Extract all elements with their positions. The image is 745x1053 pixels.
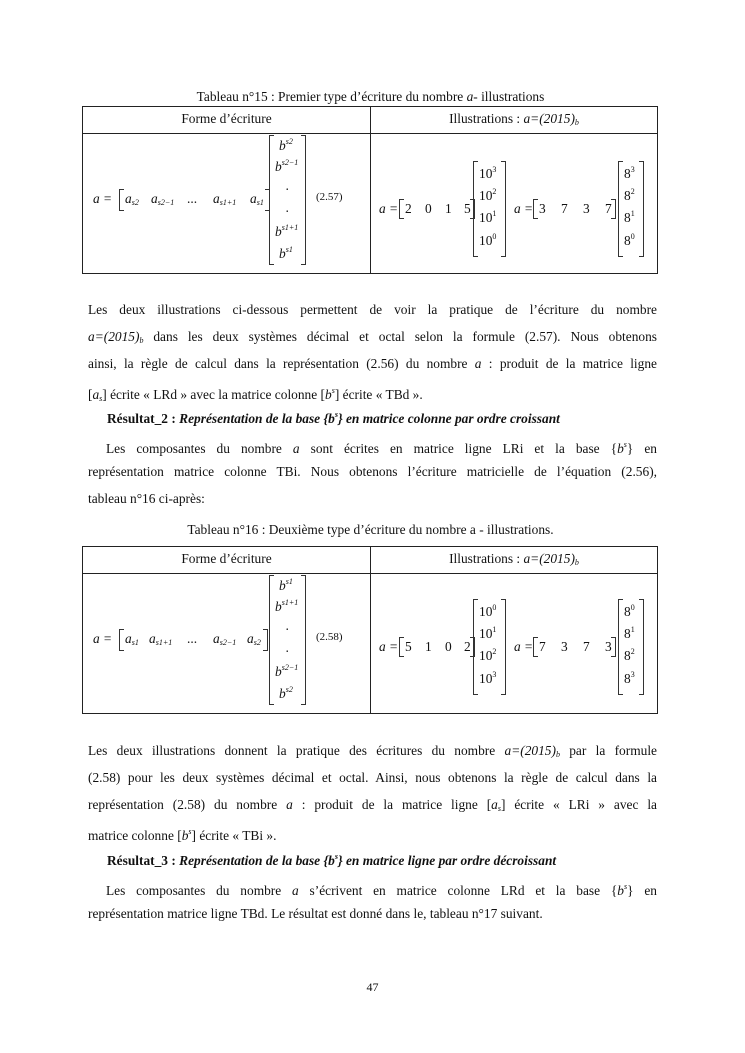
col-dot: ·: [285, 644, 290, 659]
col-entry: $10^1$: [479, 209, 497, 225]
row-digit: 3: [605, 639, 612, 654]
text-line: Les composantes du nombre a sont écrites en matrice ligne LRi et la base $\{b^s\}$ en: [106, 440, 657, 456]
paragraph-2: [88, 431, 657, 512]
col-entry: $b^{s1+1}$: [275, 223, 299, 239]
col-entry: $10^3$: [479, 165, 497, 181]
table15: [82, 106, 658, 274]
heading-label: Résultat_2 :: [107, 411, 180, 426]
col-bracket-right: [301, 575, 306, 705]
col-entry: $b^{s1}$: [279, 245, 293, 261]
col-bracket-right: [501, 161, 506, 257]
text-line: (2.58) pour les deux systèmes décimal et octal. Ainsi, nous obtenons la règle de calcul dans la: [88, 770, 657, 785]
row-digit: 3: [561, 639, 568, 654]
table16-caption: Tableau n°16 : Deuxième type d’écriture du nombre a - illustrations.: [187, 522, 554, 537]
row-entry: $a_{s1+1}$: [213, 191, 237, 207]
text-line: représentation matrice colonne TBi. Nous obtenons l’écriture matricielle de l’équation (2.56),: [88, 464, 657, 479]
equation-label: (2.58): [316, 631, 343, 643]
text-line: matrice colonne $[b^s]$ écrite « TBi ».: [88, 827, 277, 843]
col-bracket-right: [639, 161, 644, 257]
row-digit: 3: [539, 201, 546, 216]
row-entry: $a_{s1}$: [250, 191, 264, 207]
paragraph-4: [88, 873, 657, 927]
row-digit: 0: [425, 201, 432, 216]
a-equals: a =: [379, 639, 399, 654]
row-digit: 2: [464, 639, 471, 654]
col-entry: $8^1$: [624, 209, 635, 225]
table16: [82, 546, 658, 714]
row-bracket-right: [611, 637, 616, 657]
caption-var: a: [466, 89, 474, 104]
text-line: $[a_s]$ écrite « LRd » avec la matrice colonne $[b^s]$ écrite « TBd ».: [88, 386, 423, 403]
text-line: $a=(2015)_b$ dans les deux systèmes décimal et octal selon la formule (2.57). Nous obtenons: [88, 329, 657, 345]
col-bracket-left: [473, 161, 478, 257]
row-entry: $a_{s2-1}$: [151, 191, 175, 207]
row-entry: $a_{s2}$: [125, 191, 139, 207]
col-entry: $10^2$: [479, 647, 497, 663]
col-bracket-left: [269, 575, 274, 705]
col-entry: $b^{s2}$: [279, 685, 293, 701]
table15-caption: [82, 89, 659, 105]
a-equals: a =: [514, 201, 534, 216]
col-entry: $b^{s2}$: [279, 137, 293, 153]
row-digit: 3: [583, 201, 590, 216]
row-ellipsis: ...: [187, 631, 198, 646]
row-bracket-left: [399, 199, 404, 219]
heading-title: Représentation de la base {b: [179, 853, 335, 868]
col-entry: $8^1$: [624, 625, 635, 641]
col-entry: $b^{s2-1}$: [275, 158, 299, 174]
col-entry: $8^0$: [624, 603, 635, 619]
col-dot: ·: [285, 622, 290, 637]
row-bracket-left: [119, 189, 124, 211]
row-digit: 5: [405, 639, 412, 654]
row-entry: $a_{s2-1}$: [213, 631, 237, 647]
result2-heading: Résultat_2 : Représentation de la base $\{b^s\}$ en matrice colonne par ordre croissant: [107, 410, 560, 426]
col-bracket-right: [501, 599, 506, 695]
row-digit: 7: [539, 639, 546, 654]
col-bracket-left: [269, 135, 274, 265]
col-entry: $b^{s1+1}$: [275, 598, 299, 614]
a-equals: a =: [93, 631, 113, 646]
col-entry: $8^0$: [624, 232, 635, 248]
page-number: 47: [366, 980, 379, 994]
row-digit: 7: [605, 201, 612, 216]
row-digit: 7: [583, 639, 590, 654]
heading-title: Représentation de la base {b: [179, 411, 335, 426]
row-digit: 2: [405, 201, 412, 216]
col-dot: ·: [285, 204, 290, 219]
row-ellipsis: ...: [187, 191, 198, 206]
paragraph-3: [88, 737, 657, 845]
header-illustrations: [371, 111, 657, 127]
text-line: Les deux illustrations ci-dessous permettent de voir la pratique de l’écriture du nombre: [88, 302, 657, 317]
row-bracket-right: [263, 629, 268, 651]
header-sub: b: [574, 558, 579, 567]
row-bracket-left: [119, 629, 124, 651]
row-digit: 1: [445, 201, 452, 216]
row-digit: 1: [425, 639, 432, 654]
text-line: Les deux illustrations donnent la pratique des écritures du nombre $a=(2015)_b$ par la formule: [88, 743, 657, 759]
row-digit: 7: [561, 201, 568, 216]
equation-label: (2.57): [316, 191, 343, 203]
row-entry: $a_{s1+1}$: [149, 631, 173, 647]
header-text: Illustrations :: [449, 111, 524, 126]
text-line: représentation matrice ligne TBd. Le résultat est donné dans le, tableau n°17 suivant.: [88, 906, 543, 921]
text-line: ainsi, la règle de calcul dans la représentation (2.56) du nombre a : produit de la matrice ligne: [88, 356, 657, 371]
col-bracket-left: [473, 599, 478, 695]
paragraph-1: [88, 296, 657, 404]
row-digit: 0: [445, 639, 452, 654]
header-text: Illustrations :: [449, 551, 524, 566]
col-bracket-right: [639, 599, 644, 695]
col-bracket-left: [618, 161, 623, 257]
caption-text: Tableau n°15 : Premier type d’écriture du nombre: [196, 89, 467, 104]
col-entry: $10^0$: [479, 603, 497, 619]
result3-heading: Résultat_3 : Représentation de la base $\{b^s\}$ en matrice ligne par ordre décroissant: [107, 852, 557, 868]
col-bracket-right: [301, 135, 306, 265]
header-math: a=(2015): [523, 111, 575, 126]
header-forme: Forme d’écriture: [181, 551, 272, 566]
row-bracket-left: [533, 199, 538, 219]
col-entry: $b^{s2-1}$: [275, 663, 299, 679]
col-entry: $b^{s1}$: [279, 577, 293, 593]
col-entry: $8^3$: [624, 165, 635, 181]
text-line: tableau n°16 ci-après:: [88, 491, 205, 506]
a-equals: a =: [379, 201, 399, 216]
col-entry: $10^3$: [479, 670, 497, 686]
header-sub: b: [574, 118, 579, 127]
heading-label: Résultat_3 :: [107, 853, 180, 868]
row-bracket-left: [399, 637, 404, 657]
row-entry: $a_{s2}$: [247, 631, 261, 647]
a-equals: a =: [514, 639, 534, 654]
column-divider: [370, 107, 371, 273]
row-bracket-right: [611, 199, 616, 219]
row-bracket-left: [533, 637, 538, 657]
row-digit: 5: [464, 201, 471, 216]
heading-title: } en matrice ligne par ordre décroissant: [337, 853, 557, 868]
heading-title: } en matrice colonne par ordre croissant: [337, 411, 560, 426]
a-equals: a =: [93, 191, 113, 206]
column-divider: [370, 547, 371, 713]
header-illustrations: [371, 551, 657, 567]
col-entry: $8^2$: [624, 187, 635, 203]
col-dot: ·: [285, 182, 290, 197]
row-entry: $a_{s1}$: [125, 631, 139, 647]
text-line: Les composantes du nombre a s’écrivent en matrice colonne LRd et la base $\{b^s\}$ en: [106, 882, 657, 898]
col-entry: $10^1$: [479, 625, 497, 641]
col-entry: $8^2$: [624, 647, 635, 663]
col-entry: $10^0$: [479, 232, 497, 248]
text-line: représentation (2.58) du nombre a : produit de la matrice ligne $[a_s]$ écrite « LRi » avec la: [88, 797, 657, 813]
caption-text: - illustrations: [473, 89, 545, 104]
col-bracket-left: [618, 599, 623, 695]
col-entry: $8^3$: [624, 670, 635, 686]
header-math: a=(2015): [523, 551, 575, 566]
header-forme: Forme d’écriture: [181, 111, 272, 126]
col-entry: $10^2$: [479, 187, 497, 203]
